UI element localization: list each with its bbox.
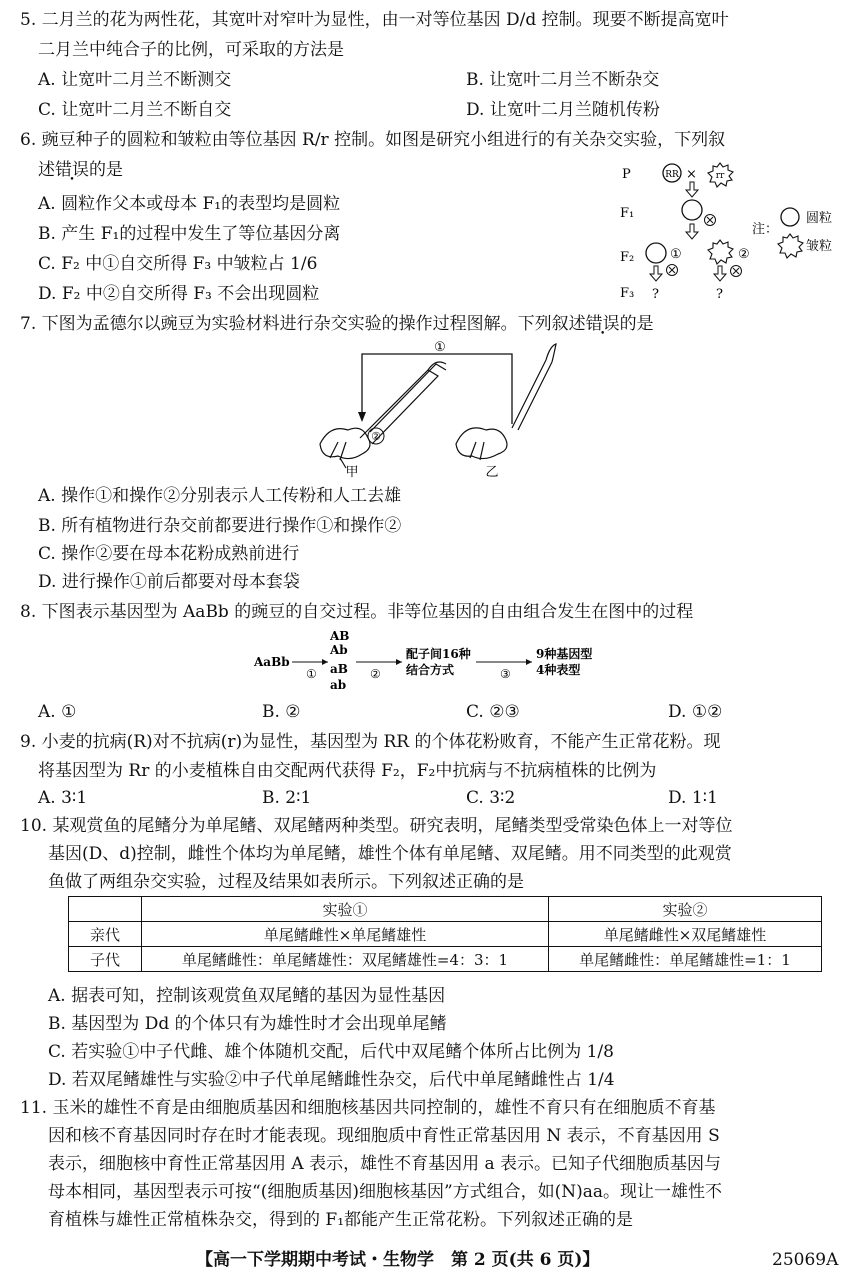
q10-results-table xyxy=(68,896,822,972)
exam-code: 25069A xyxy=(772,1250,839,1270)
label-jia: 甲 xyxy=(345,465,359,480)
q8-stem: 8. 下图表示基因型为 AaBb 的豌豆的自交过程。非等位基因的自由组合发生在图中的过程 xyxy=(20,602,694,622)
q5-option-b: B. 让宽叶二月兰不断杂交 xyxy=(466,70,660,90)
q8-process-diagram xyxy=(250,628,630,694)
label-RR: RR xyxy=(665,170,679,180)
q5-stem-line1: 5. 二月兰的花为两性花，其宽叶对窄叶为显性，由一对等位基因 D/d 控制。现要不断提高宽叶 xyxy=(20,10,729,30)
q6-option-d: D. F₂ 中②自交所得 F₃ 不会出现圆粒 xyxy=(38,284,320,304)
q7-option-d: D. 进行操作①前后都要对母本套袋 xyxy=(38,572,300,592)
q10-option-a: A. 据表可知，控制该观赏鱼双尾鳍的基因为显性基因 xyxy=(48,986,446,1006)
q5-option-a: A. 让宽叶二月兰不断测交 xyxy=(38,70,232,90)
arrow-down-icon xyxy=(686,182,698,197)
step2-label: ② xyxy=(370,667,381,681)
gamete-ab: ab xyxy=(330,678,347,692)
q5-option-c: C. 让宽叶二月兰不断自交 xyxy=(38,100,232,120)
f2-round-seed-icon xyxy=(646,243,666,263)
q9-option-c: C. 3∶2 xyxy=(466,788,516,808)
op2-label: ② xyxy=(371,430,381,443)
label-rr: rr xyxy=(715,171,725,181)
header-exp2: 实验② xyxy=(549,897,822,922)
q6-stem-line1: 6. 豌豆种子的圆粒和皱粒由等位基因 R/r 控制。如图是研究小组进行的有关杂交实验，下列叙 xyxy=(20,130,726,150)
end-text-2: 4种表型 xyxy=(536,663,581,677)
cell-exp1-offspring: 单尾鳍雌性：单尾鳍雄性：双尾鳍雄性=4：3：1 xyxy=(142,947,549,972)
op1-label: ① xyxy=(434,340,446,355)
cross-sign: × xyxy=(686,167,697,182)
mid-text-1: 配子间16种 xyxy=(406,647,471,661)
mid-text-2: 结合方式 xyxy=(406,663,455,677)
q7-emphasis-wrong: 错误 xyxy=(585,314,620,334)
q11-stem-line5: 育植株与雄性正常植株杂交，得到的 F₁都能产生正常花粉。下列叙述正确的是 xyxy=(48,1210,634,1230)
arrow-down-icon xyxy=(714,266,726,281)
arrow-down-icon xyxy=(650,266,662,281)
label-yi: 乙 xyxy=(485,465,499,480)
arrow-down-icon xyxy=(686,224,698,239)
q10-option-b: B. 基因型为 Dd 的个体只有为雄性时才会出现单尾鳍 xyxy=(48,1014,447,1034)
brush-icon xyxy=(512,344,556,430)
flower-jia-icon xyxy=(320,428,370,468)
q6-stem-line2 xyxy=(38,158,123,182)
page-footer: 【高一下学期期中考试・生物学 第 2 页(共 6 页)】 xyxy=(196,1250,600,1270)
q8-option-a: A. ① xyxy=(38,702,77,722)
q6-emphasis-wrong: 错误 xyxy=(55,160,89,180)
q6-option-b: B. 产生 F₁的过程中发生了等位基因分离 xyxy=(38,224,341,244)
q6-option-c: C. F₂ 中①自交所得 F₃ 中皱粒占 1/6 xyxy=(38,254,318,274)
label-c2: ② xyxy=(738,247,750,262)
legend-round-label: 圆粒 xyxy=(806,211,833,226)
q8-option-b: B. ② xyxy=(262,702,301,722)
q5-option-d: D. 让宽叶二月兰随机传粉 xyxy=(466,100,660,120)
q10-stem-line1: 10. 某观赏鱼的尾鳍分为单尾鳍、双尾鳍两种类型。研究表明，尾鳍类型受常染色体上一对等位 xyxy=(20,816,733,836)
cell-exp2-parents: 单尾鳍雌性×双尾鳍雄性 xyxy=(549,922,822,947)
q11-stem-line2: 因和核不育基因同时存在时才能表现。现细胞质中育性正常基因用 N 表示，不育基因用 S xyxy=(48,1126,720,1146)
label-f3: F₃ xyxy=(620,286,635,301)
label-c1: ① xyxy=(670,247,682,262)
q11-stem-line3: 表示，细胞核中育性正常基因用 A 表示，雄性不育基因用 a 表示。已知子代细胞质基因与 xyxy=(48,1154,722,1174)
gamete-aB: aB xyxy=(330,662,348,676)
q11-stem-line4: 母本相同，基因型表示可按“(细胞质基因)细胞核基因”方式组合，如(N)aa。现让一雄性不 xyxy=(48,1182,723,1202)
label-f2: F₂ xyxy=(620,250,635,265)
q6-stem-2c: 的是 xyxy=(89,160,123,180)
q9-stem-line2: 将基因型为 Rr 的小麦植株自由交配两代获得 F₂，F₂中抗病与不抗病植株的比例为 xyxy=(38,761,657,781)
label-f1: F₁ xyxy=(620,206,635,221)
q7-stem-c: 的是 xyxy=(619,314,654,334)
q10-option-d: D. 若双尾鳍雄性与实验②中子代单尾鳍雌性杂交，后代中单尾鳍雌性占 1/4 xyxy=(48,1070,615,1090)
f1-round-seed-icon xyxy=(682,200,702,220)
q7-option-a: A. 操作①和操作②分别表示人工传粉和人工去雄 xyxy=(38,486,402,506)
arrow-head-icon xyxy=(358,412,366,422)
header-exp1: 实验① xyxy=(142,897,549,922)
q7-stem xyxy=(20,312,654,336)
q8-option-c: C. ②③ xyxy=(466,702,520,722)
label-p: P xyxy=(622,167,631,182)
q10-stem-line2: 基因(D、d)控制，雌性个体均为单尾鳍，雄性个体有单尾鳍、双尾鳍。用不同类型的此观赏 xyxy=(48,844,732,864)
label-q1: ? xyxy=(652,287,659,302)
q11-stem-line1: 11. 玉米的雄性不育是由细胞质基因和细胞核基因共同控制的，雄性不育只有在细胞质不育基 xyxy=(20,1098,716,1118)
q7-option-b: B. 所有植物进行杂交前都要进行操作①和操作② xyxy=(38,516,402,536)
q6-option-a: A. 圆粒作父本或母本 F₁的表型均是圆粒 xyxy=(38,194,341,214)
step1-label: ① xyxy=(306,667,317,681)
end-text-1: 9种基因型 xyxy=(536,647,593,661)
table-header-row xyxy=(69,897,822,922)
q6-cross-diagram xyxy=(612,160,848,308)
q7-pollination-diagram xyxy=(300,340,560,482)
q5-stem-line2: 二月兰中纯合子的比例，可采取的方法是 xyxy=(38,40,344,60)
table-row xyxy=(69,922,822,947)
f2-wrinkled-seed-icon xyxy=(708,240,733,264)
gamete-AB: AB xyxy=(330,629,350,643)
label-note: 注： xyxy=(752,222,779,237)
q9-option-d: D. 1∶1 xyxy=(668,788,718,808)
step3-label: ③ xyxy=(500,667,511,681)
cell-exp2-offspring: 单尾鳍雌性：单尾鳍雄性=1：1 xyxy=(549,947,822,972)
q9-option-a: A. 3∶1 xyxy=(38,788,88,808)
q6-stem-2a: 述 xyxy=(38,160,55,180)
row-label-parents: 亲代 xyxy=(69,922,142,947)
cell-exp1-parents: 单尾鳍雌性×单尾鳍雄性 xyxy=(142,922,549,947)
flower-yi-icon xyxy=(456,428,507,460)
q9-stem-line1: 9. 小麦的抗病(R)对不抗病(r)为显性，基因型为 RR 的个体花粉败育，不能产生正常花粉。现 xyxy=(20,732,721,752)
legend-wrinkled-icon xyxy=(778,234,803,258)
table-row xyxy=(69,947,822,972)
row-label-offspring: 子代 xyxy=(69,947,142,972)
q8-option-d: D. ①② xyxy=(668,702,723,722)
q7-stem-a: 7. 下图为孟德尔以豌豆为实验材料进行杂交实验的操作过程图解。下列叙述 xyxy=(20,314,586,334)
legend-wrinkled-label: 皱粒 xyxy=(806,239,833,254)
legend-round-icon xyxy=(781,208,799,226)
q7-option-c: C. 操作②要在母本花粉成熟前进行 xyxy=(38,544,300,564)
q10-option-c: C. 若实验①中子代雌、雄个体随机交配，后代中双尾鳍个体所占比例为 1/8 xyxy=(48,1042,614,1062)
label-q2: ? xyxy=(716,287,723,302)
q9-option-b: B. 2∶1 xyxy=(262,788,312,808)
gamete-Ab: Ab xyxy=(330,643,348,657)
q10-stem-line3: 鱼做了两组杂交实验，过程及结果如表所示。下列叙述正确的是 xyxy=(48,872,524,892)
start-genotype: AaBb xyxy=(254,655,290,669)
